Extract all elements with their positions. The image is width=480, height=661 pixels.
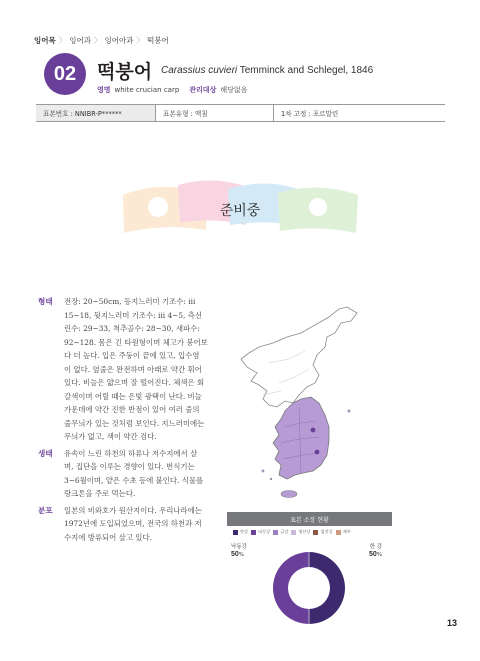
section-text: 유속이 느린 하천의 하류나 저수지에서 살 며, 집단을 이루는 경향이 있다. 번식기는 3~6월이며, 얕은 수초 등에 붙인다. 식물플 랑크톤을 주로 먹는다. xyxy=(64,448,204,498)
slice-label-value: 50 xyxy=(231,551,239,558)
section-distribution xyxy=(38,504,216,545)
section-ecology xyxy=(38,447,216,501)
jeju-island xyxy=(281,491,297,498)
legend-item xyxy=(291,529,310,535)
collection-status-chart xyxy=(227,512,392,626)
slice-label-name: 한 강 xyxy=(369,544,383,550)
specimen-fixation: 1차 고정 : 포르말린 xyxy=(281,110,339,118)
slice-label-left xyxy=(231,544,247,559)
breadcrumb-separator: 〉 xyxy=(94,36,102,45)
slice-label-right xyxy=(369,544,382,559)
section-text: 전장: 20~50cm, 등지느러미 기조수: iii 15~18, 뒷지느러미 기조수: iii 4~5, 측선 린수: 29~33, 척추골수: 28~30, 새파수: 92~128. 몸은 긴 타원형이며 체고가 붕어보 다 더 높다. 입은 주둥이 끝에 있고, 입수염 이 없다. 옆줄은 완전하며 아래로 약간 휘어 있다. 비늘은 얇으며 잘 떨어진다. 체색은 회 갈색이며 어릴 때는 은빛 광택이 난다. 비늘 가운데에 약간 진한 반점이 있어 여러 줄의 줄무늬가 있는 것처럼 보인다. 지느러미에는 무늬가 없고, 색이 약간 검다. xyxy=(64,297,208,441)
legend-item xyxy=(336,529,351,535)
north-korea-outline xyxy=(241,307,357,407)
legend-label: 제주 xyxy=(342,529,351,534)
scientific-authority: Temminck and Schlegel, 1846 xyxy=(239,65,374,76)
section-tag: 생태 xyxy=(38,448,53,458)
chart-title: 표본 소장 현황 xyxy=(227,512,392,526)
legend-swatch xyxy=(273,530,278,535)
legend-swatch xyxy=(313,530,318,535)
legend-label: 낙동강 xyxy=(258,529,271,534)
species-number-badge: 02 xyxy=(44,53,86,95)
slice-label-value: 50 xyxy=(369,551,377,558)
legend-label: 한강 xyxy=(240,529,249,534)
section-text: 일본의 비와호가 원산지이다. 우리나라에는 1972년에 도입되었으며, 전국의 하천과 저 수지에 방류되어 살고 있다. xyxy=(64,505,202,542)
section-morphology xyxy=(38,295,216,444)
specimen-info-bar xyxy=(36,104,445,122)
status-value: 해당없음 xyxy=(220,86,248,94)
breadcrumb-subfamily: 잉어아과 xyxy=(104,36,134,45)
status-label: 관리대상 xyxy=(189,86,217,94)
breadcrumb-species: 떡붕어 xyxy=(146,36,169,45)
legend-label: 영산강 xyxy=(298,529,311,534)
species-scientific-name xyxy=(161,65,373,76)
legend-label: 금강 xyxy=(280,529,289,534)
distribution-map xyxy=(229,303,374,503)
donut-chart xyxy=(271,550,347,626)
legend-swatch xyxy=(291,530,296,535)
placeholder-text: 준비중 xyxy=(219,203,261,219)
breadcrumb-family: 잉어과 xyxy=(69,36,91,45)
species-korean-name: 떡붕어 xyxy=(97,61,153,83)
legend-swatch xyxy=(233,530,238,535)
specimen-number: 표본번호 : NNIBR-P****** xyxy=(36,105,156,121)
slice-label-unit: % xyxy=(238,552,245,558)
collection-point-dot xyxy=(315,450,320,455)
slice-label-unit: % xyxy=(376,552,383,558)
legend-item xyxy=(233,529,248,535)
common-name: white crucian carp xyxy=(114,86,180,94)
breadcrumb xyxy=(34,35,169,46)
legend-item xyxy=(251,529,270,535)
page-number: 13 xyxy=(447,618,458,628)
slice-label-name: 낙동강 xyxy=(231,544,247,550)
legend-item xyxy=(313,529,332,535)
donut-slice-낙동강 xyxy=(273,552,309,624)
breadcrumb-order: 잉어목 xyxy=(34,36,56,45)
legend-item xyxy=(273,529,288,535)
section-tag: 분포 xyxy=(38,505,53,515)
legend-label: 섬진강 xyxy=(320,529,333,534)
breadcrumb-separator: 〉 xyxy=(136,36,144,45)
specimen-type: 표본유형 : 액침 xyxy=(156,105,274,121)
species-description xyxy=(38,295,216,544)
chart-legend xyxy=(233,529,393,535)
species-meta-line xyxy=(97,85,247,95)
section-tag: 형태 xyxy=(38,297,53,306)
common-name-label: 영명 xyxy=(97,86,111,94)
breadcrumb-separator: 〉 xyxy=(58,36,67,45)
donut-slice-한강 xyxy=(309,552,345,624)
legend-swatch xyxy=(251,530,256,535)
legend-swatch xyxy=(336,530,341,535)
collection-point-dot xyxy=(311,428,316,433)
scientific-binomial: Carassius cuvieri xyxy=(161,65,238,76)
